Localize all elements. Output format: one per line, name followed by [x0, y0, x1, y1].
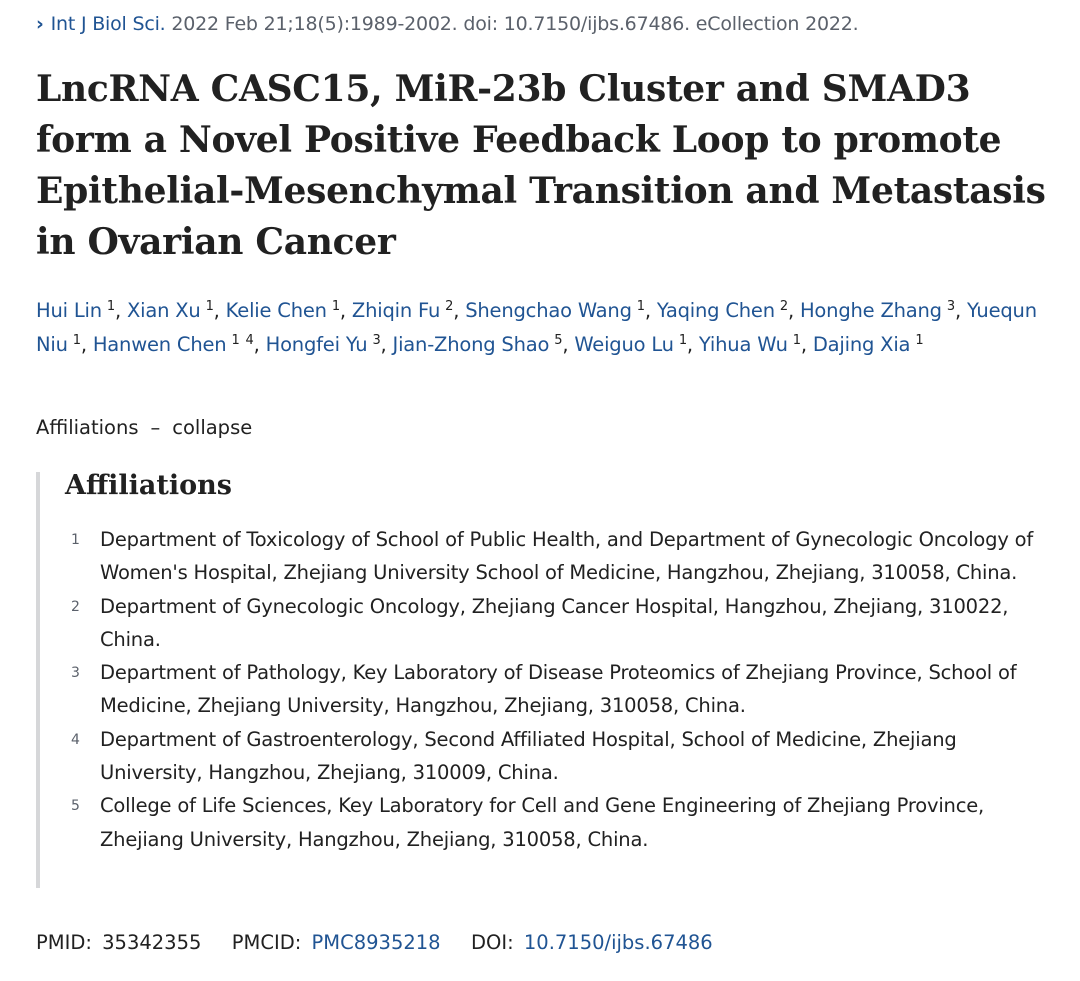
- author-item: [36, 299, 115, 322]
- affiliation-ref[interactable]: [637, 299, 645, 314]
- author-link[interactable]: Hanwen Chen: [92, 333, 227, 356]
- affiliation-ref-number[interactable]: 1: [106, 299, 115, 314]
- affiliation-ref-number[interactable]: 5: [554, 333, 563, 348]
- author-link[interactable]: Honghe Zhang: [799, 299, 942, 322]
- author-item: [352, 299, 453, 322]
- affiliations-heading: Affiliations: [65, 470, 232, 501]
- affiliation-ref[interactable]: [206, 299, 214, 314]
- author-item: [93, 333, 254, 356]
- affiliation-ref[interactable]: [372, 333, 380, 348]
- affiliation-ref-number[interactable]: 1: [72, 333, 81, 348]
- author-item: [813, 333, 924, 356]
- author-link[interactable]: Xian Xu: [126, 299, 201, 322]
- affiliation-ref-number[interactable]: 1: [331, 299, 340, 314]
- affiliation-ref[interactable]: [332, 299, 340, 314]
- affiliation-text: Department of Toxicology of School of Public Health, and Department of Gynecologic Oncology of Women's Hospital, Zhejiang University School of Medicine, Hangzhou, Zhejiang, 310058, China.: [100, 528, 1034, 585]
- author-link[interactable]: Yuequn Niu: [36, 299, 1037, 356]
- author-item: [800, 299, 955, 322]
- affiliations-toggle[interactable]: [36, 416, 252, 439]
- affiliation-ref-number[interactable]: 4: [245, 333, 254, 348]
- affiliations-panel: [36, 472, 1050, 888]
- journal-link[interactable]: Int J Biol Sci.: [50, 13, 166, 35]
- identifiers-bar: [36, 931, 713, 954]
- affiliation-number: 1: [71, 532, 80, 548]
- author-link[interactable]: Kelie Chen: [225, 299, 327, 322]
- doi-label: DOI:: [471, 931, 514, 954]
- citation-details: 2022 Feb 21;18(5):1989-2002. doi: 10.7150/ijbs.67486. eCollection 2022.: [171, 13, 859, 35]
- affiliation-number: 5: [71, 798, 80, 815]
- affiliation-ref[interactable]: [947, 299, 955, 314]
- affiliation-text: Department of Gynecologic Oncology, Zhejiang Cancer Hospital, Hangzhou, Zhejiang, 310022, China.: [100, 594, 1009, 651]
- author-item: [465, 299, 645, 322]
- pmcid-label: PMCID:: [231, 931, 302, 954]
- author-item: [699, 333, 801, 356]
- affiliation-ref[interactable]: [793, 333, 801, 348]
- affiliation-ref-number[interactable]: 3: [372, 333, 381, 348]
- author-item: [127, 299, 214, 322]
- doi-link[interactable]: 10.7150/ijbs.67486: [523, 931, 713, 954]
- affiliation-text: Department of Gastroenterology, Second Affiliated Hospital, School of Medicine, Zhejiang University, Hangzhou, Zhejiang, 310009, China.: [100, 727, 957, 785]
- author-link[interactable]: Hongfei Yu: [265, 333, 368, 356]
- affiliation-number: 4: [71, 731, 80, 748]
- affiliation-ref-number[interactable]: 1: [678, 333, 687, 348]
- affiliation-item: [71, 723, 1051, 790]
- affiliation-ref-number[interactable]: 3: [946, 299, 955, 314]
- affiliation-item: [71, 523, 1051, 590]
- affiliation-ref[interactable]: [73, 333, 81, 348]
- affiliation-item: [71, 656, 1051, 723]
- affiliation-ref-number[interactable]: 1: [915, 333, 924, 348]
- affiliation-ref-number[interactable]: 2: [779, 299, 788, 314]
- author-item: [393, 333, 563, 356]
- affiliation-ref[interactable]: [780, 299, 788, 314]
- pmid-label: PMID:: [36, 931, 92, 954]
- affiliation-ref-number[interactable]: 1: [205, 299, 214, 314]
- affiliation-ref[interactable]: [231, 333, 253, 348]
- affiliation-ref-number[interactable]: 1: [792, 333, 801, 348]
- author-list: Hui Lin $^1$, Xian Xu $^1$, Kelie Chen $^1$, Zhiqin Fu $^2$, Shengchao Wang $^1$, Yaqing Chen $^2$, Honghe Zhang $^3$, Yuequn Niu $^1$, Hanwen Chen $^{1 4}$, Hongfei Yu $^3$, Jian-Zhong Shao $^5$, Weiguo Lu $^1$, Yihua Wu $^1$, Dajing Xia $^1$: [36, 299, 1037, 356]
- author-link[interactable]: Weiguo Lu: [574, 333, 674, 356]
- affiliation-ref[interactable]: [915, 333, 923, 348]
- citation-line: [36, 13, 859, 35]
- chevron-right-icon[interactable]: ›: [36, 13, 44, 35]
- toggle-dash: –: [150, 416, 161, 439]
- author-item: [266, 333, 381, 356]
- affiliation-number: 2: [71, 598, 80, 615]
- collapse-link[interactable]: collapse: [172, 416, 253, 439]
- affiliation-ref[interactable]: [445, 299, 453, 314]
- affiliation-number: 3: [71, 665, 80, 682]
- author-link[interactable]: Yihua Wu: [698, 333, 788, 356]
- affiliation-ref[interactable]: [679, 333, 687, 348]
- author-link[interactable]: Yaqing Chen: [656, 299, 775, 322]
- affiliation-ref-number[interactable]: 2: [445, 299, 454, 314]
- affiliation-ref[interactable]: [107, 299, 115, 314]
- author-link[interactable]: Zhiqin Fu: [351, 299, 441, 322]
- author-link[interactable]: Hui Lin: [36, 299, 102, 322]
- affiliation-text: College of Life Sciences, Key Laboratory for Cell and Gene Engineering of Zhejiang Province, Zhejiang University, Hangzhou, Zhejiang, 310058, China.: [100, 794, 985, 851]
- author-link[interactable]: Jian-Zhong Shao: [392, 333, 550, 356]
- pmcid-link[interactable]: PMC8935218: [311, 931, 441, 954]
- affiliations-list: [71, 523, 1051, 856]
- author-link[interactable]: Dajing Xia: [812, 333, 911, 356]
- author-item: [657, 299, 788, 322]
- affiliation-text: Department of Pathology, Key Laboratory of Disease Proteomics of Zhejiang Province, School of Medicine, Zhejiang University, Hangzhou, Zhejiang, 310058, China.: [100, 661, 1017, 718]
- author-item: [574, 333, 687, 356]
- author-link[interactable]: Shengchao Wang: [465, 299, 632, 322]
- affiliation-item: [71, 590, 1051, 657]
- affiliations-toggle-label: Affiliations: [36, 416, 139, 439]
- author-item: [226, 299, 340, 322]
- pmid-value: 35342355: [102, 931, 202, 954]
- affiliation-ref-number[interactable]: 1: [231, 333, 240, 348]
- affiliation-ref[interactable]: [554, 333, 562, 348]
- affiliation-item: [71, 789, 1051, 856]
- article-title: LncRNA CASC15, MiR-23b Cluster and SMAD3 form a Novel Positive Feedback Loop to promote Epithelial-Mesenchymal Transition and Metastasis in Ovarian Cancer: [36, 68, 1046, 263]
- affiliation-ref-number[interactable]: 1: [636, 299, 645, 314]
